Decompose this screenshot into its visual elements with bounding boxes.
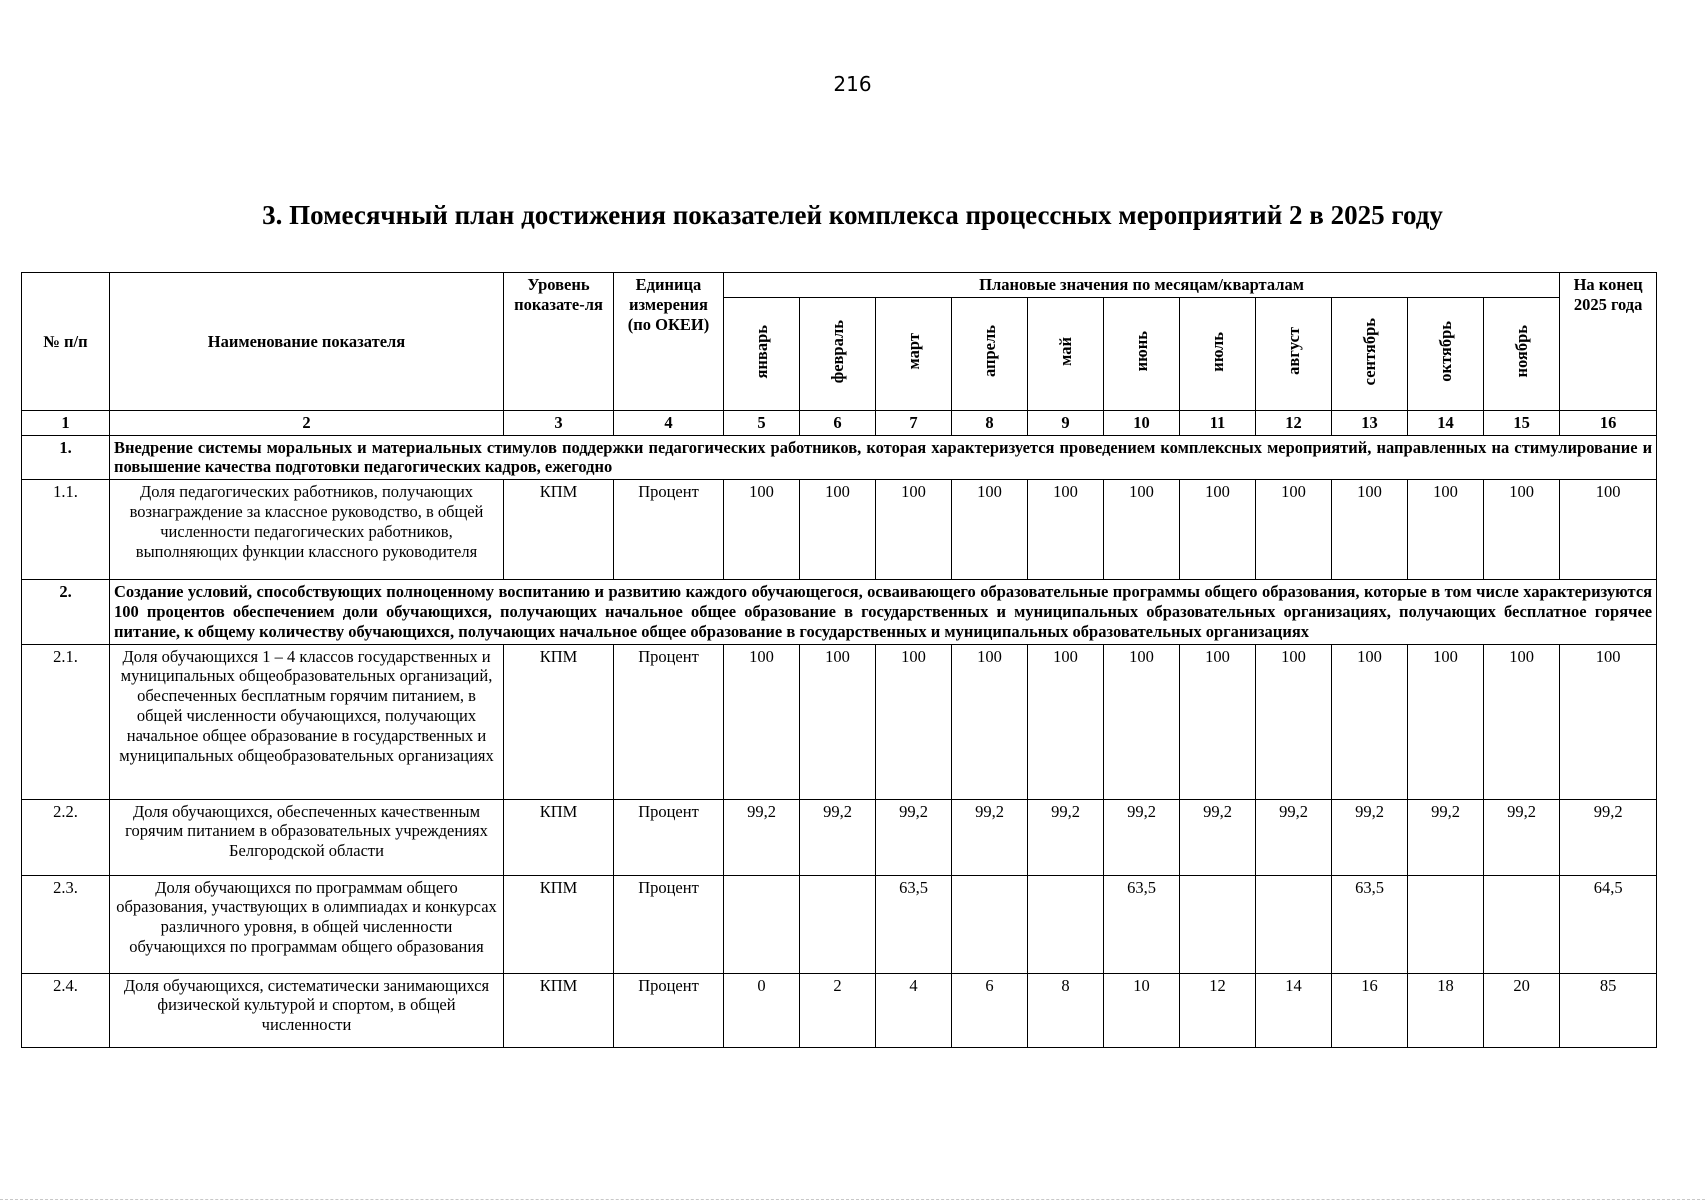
- indicator-unit: Процент: [614, 973, 724, 1047]
- month-value: 8: [1028, 973, 1104, 1047]
- month-value: 99,2: [1332, 799, 1408, 875]
- month-value: 100: [1484, 480, 1560, 580]
- indicator-unit: Процент: [614, 799, 724, 875]
- column-number: 16: [1560, 410, 1657, 435]
- month-value: 99,2: [952, 799, 1028, 875]
- column-number: 3: [504, 410, 614, 435]
- indicator-row: [22, 875, 1657, 973]
- month-value: 100: [876, 644, 952, 799]
- month-value: 100: [800, 644, 876, 799]
- month-value: 100: [724, 644, 800, 799]
- indicator-unit: Процент: [614, 480, 724, 580]
- header-plan: Плановые значения по месяцам/кварталам: [724, 273, 1560, 298]
- indicator-level: КПМ: [504, 799, 614, 875]
- month-header-cell: [800, 297, 876, 410]
- plan-table: [21, 272, 1657, 1048]
- month-value: [1256, 875, 1332, 973]
- column-number: 5: [724, 410, 800, 435]
- month-value: 100: [724, 480, 800, 580]
- month-value: 99,2: [1408, 799, 1484, 875]
- column-number: 8: [952, 410, 1028, 435]
- column-number: 15: [1484, 410, 1560, 435]
- year-end-value: 64,5: [1560, 875, 1657, 973]
- month-value: 63,5: [1332, 875, 1408, 973]
- month-value: 100: [1484, 644, 1560, 799]
- month-label: август: [1283, 327, 1303, 376]
- column-number: 12: [1256, 410, 1332, 435]
- column-numbers-row: [22, 410, 1657, 435]
- column-number: 9: [1028, 410, 1104, 435]
- month-value: 99,2: [1180, 799, 1256, 875]
- year-end-value: 100: [1560, 480, 1657, 580]
- month-value: [724, 875, 800, 973]
- section-title: Внедрение системы моральных и материальных стимулов поддержки педагогических работников, которая характеризуется проведением комплексных мероприятий, направленных на стимулирование и повышение качества подготовки педагогических кадров, ежегодно: [110, 435, 1657, 480]
- indicator-level: КПМ: [504, 875, 614, 973]
- month-value: 0: [724, 973, 800, 1047]
- month-value: 99,2: [1104, 799, 1180, 875]
- month-value: 99,2: [800, 799, 876, 875]
- month-label: январь: [751, 324, 771, 379]
- indicator-row: [22, 973, 1657, 1047]
- indicator-name: Доля обучающихся, систематически занимающихся физической культурой и спортом, в общей численности: [110, 973, 504, 1047]
- month-label: ноябрь: [1511, 325, 1531, 378]
- month-value: 10: [1104, 973, 1180, 1047]
- indicator-name: Доля обучающихся, обеспеченных качественным горячим питанием в образовательных учреждениях Белгородской области: [110, 799, 504, 875]
- month-header-cell: [1408, 297, 1484, 410]
- month-header-cell: [1256, 297, 1332, 410]
- month-header-cell: [1484, 297, 1560, 410]
- row-number: 2.2.: [22, 799, 110, 875]
- month-value: [1028, 875, 1104, 973]
- month-value: 100: [876, 480, 952, 580]
- month-label: февраль: [827, 319, 847, 383]
- month-value: 20: [1484, 973, 1560, 1047]
- row-number: 1.1.: [22, 480, 110, 580]
- header-unit: Единица измерения (по ОКЕИ): [614, 273, 724, 411]
- indicator-row: [22, 480, 1657, 580]
- month-header-cell: [1028, 297, 1104, 410]
- month-value: 100: [952, 480, 1028, 580]
- indicator-row: [22, 644, 1657, 799]
- column-number: 1: [22, 410, 110, 435]
- column-number: 4: [614, 410, 724, 435]
- month-value: 63,5: [1104, 875, 1180, 973]
- column-number: 14: [1408, 410, 1484, 435]
- header-level: Уровень показате-ля: [504, 273, 614, 411]
- month-header-cell: [876, 297, 952, 410]
- month-header-cell: [952, 297, 1028, 410]
- month-value: 99,2: [876, 799, 952, 875]
- month-value: 12: [1180, 973, 1256, 1047]
- month-value: 99,2: [724, 799, 800, 875]
- indicator-name: Доля педагогических работников, получающих вознаграждение за классное руководство, в общей численности педагогических работников, выполняющих функции классного руководителя: [110, 480, 504, 580]
- month-value: 100: [1332, 480, 1408, 580]
- year-end-value: 100: [1560, 644, 1657, 799]
- header-end: На конец 2025 года: [1560, 273, 1657, 411]
- month-value: 14: [1256, 973, 1332, 1047]
- month-value: 100: [1180, 644, 1256, 799]
- row-number: 2.1.: [22, 644, 110, 799]
- section-row: [22, 580, 1657, 644]
- month-value: 4: [876, 973, 952, 1047]
- section-number: 1.: [22, 435, 110, 480]
- indicator-level: КПМ: [504, 644, 614, 799]
- section-title: Создание условий, способствующих полноценному воспитанию и развитию каждого обучающегося, осваивающего образовательные программы общего образования, которые в том числе характеризуются 100 процентов обеспечением доли обучающихся, получающих начальное общее образование в государственных и муниципальных образовательных организациях, получающих бесплатное горячее питание, к общему количеству обучающихся, получающих начальное общее образование в государственных и муниципальных образовательных организациях: [110, 580, 1657, 644]
- month-value: 100: [1028, 644, 1104, 799]
- month-value: 6: [952, 973, 1028, 1047]
- month-value: 100: [1332, 644, 1408, 799]
- month-value: 99,2: [1028, 799, 1104, 875]
- month-label: октябрь: [1435, 321, 1455, 382]
- month-value: 100: [1104, 480, 1180, 580]
- month-value: 100: [1408, 480, 1484, 580]
- indicator-name: Доля обучающихся 1 – 4 классов государственных и муниципальных общеобразовательных организаций, обеспеченных бесплатным горячим питанием, в общей численности обучающихся, получающих начальное общее образование в государственных и муниципальных общеобразовательных организациях: [110, 644, 504, 799]
- month-header-cell: [724, 297, 800, 410]
- month-value: [1180, 875, 1256, 973]
- column-number: 7: [876, 410, 952, 435]
- section-number: 2.: [22, 580, 110, 644]
- month-label: апрель: [979, 325, 999, 378]
- section-row: [22, 435, 1657, 480]
- month-label: март: [903, 333, 923, 370]
- column-number: 10: [1104, 410, 1180, 435]
- indicator-level: КПМ: [504, 480, 614, 580]
- month-header-cell: [1104, 297, 1180, 410]
- month-value: 100: [952, 644, 1028, 799]
- month-label: июль: [1207, 331, 1227, 372]
- month-value: 100: [1104, 644, 1180, 799]
- month-value: [952, 875, 1028, 973]
- month-value: 63,5: [876, 875, 952, 973]
- month-value: 99,2: [1484, 799, 1560, 875]
- row-number: 2.3.: [22, 875, 110, 973]
- year-end-value: 99,2: [1560, 799, 1657, 875]
- month-label: май: [1055, 336, 1075, 366]
- page-title: 3. Помесячный план достижения показателей комплекса процессных мероприятий 2 в 2025 году: [262, 200, 1443, 230]
- month-label: июнь: [1131, 331, 1151, 372]
- month-value: [1408, 875, 1484, 973]
- column-number: 13: [1332, 410, 1408, 435]
- indicator-unit: Процент: [614, 875, 724, 973]
- column-number: 6: [800, 410, 876, 435]
- indicator-level: КПМ: [504, 973, 614, 1047]
- column-number: 2: [110, 410, 504, 435]
- month-value: [1484, 875, 1560, 973]
- month-value: 100: [1256, 480, 1332, 580]
- page-number: 216: [833, 72, 872, 96]
- month-value: 100: [1028, 480, 1104, 580]
- month-value: [800, 875, 876, 973]
- month-label: сентябрь: [1359, 317, 1379, 386]
- indicator-unit: Процент: [614, 644, 724, 799]
- indicator-row: [22, 799, 1657, 875]
- indicator-name: Доля обучающихся по программам общего образования, участвующих в олимпиадах и конкурсах различного уровня, в общей численности обучающихся по программам общего образования: [110, 875, 504, 973]
- month-value: 18: [1408, 973, 1484, 1047]
- month-value: 16: [1332, 973, 1408, 1047]
- header-name: Наименование показателя: [110, 273, 504, 411]
- month-value: 100: [1180, 480, 1256, 580]
- month-header-cell: [1332, 297, 1408, 410]
- header-no: № п/п: [22, 273, 110, 411]
- month-value: 2: [800, 973, 876, 1047]
- month-value: 100: [1408, 644, 1484, 799]
- month-value: 100: [800, 480, 876, 580]
- year-end-value: 85: [1560, 973, 1657, 1047]
- month-header-cell: [1180, 297, 1256, 410]
- row-number: 2.4.: [22, 973, 110, 1047]
- month-value: 99,2: [1256, 799, 1332, 875]
- month-value: 100: [1256, 644, 1332, 799]
- column-number: 11: [1180, 410, 1256, 435]
- header-row-1: [22, 273, 1657, 298]
